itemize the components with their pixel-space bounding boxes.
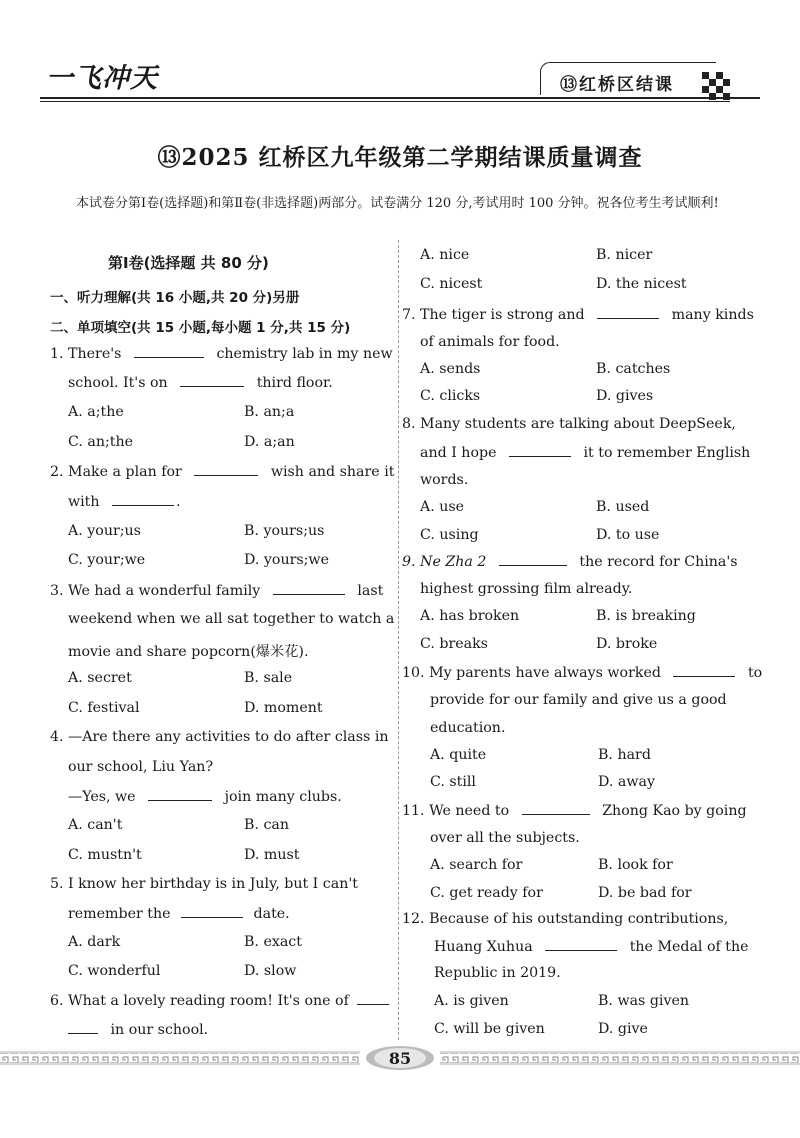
question-12: 12. Because of his outstanding contributions, — [402, 911, 729, 927]
q2-text-c: with — [68, 494, 100, 510]
question-2 — [50, 463, 394, 480]
q7-blank[interactable] — [597, 306, 659, 319]
q11-text-b: Zhong Kao by going — [602, 803, 747, 819]
q7-text-a: 7. The tiger is strong and — [402, 307, 585, 323]
option[interactable]: B. used — [596, 499, 650, 515]
option[interactable]: A. quite — [430, 747, 487, 763]
option[interactable]: D. must — [244, 847, 300, 863]
q10-text-a: 10. My parents have always worked — [402, 665, 661, 681]
option[interactable]: B. exact — [244, 934, 302, 950]
q5-blank[interactable] — [181, 905, 243, 918]
q3-text-b: last — [357, 583, 384, 599]
header-rule-thin — [40, 101, 730, 102]
question-1-cont — [68, 374, 333, 391]
option[interactable]: D. slow — [244, 963, 297, 979]
option[interactable]: C. mustn't — [68, 847, 142, 863]
q8-blank[interactable] — [509, 444, 571, 457]
option[interactable]: A. search for — [430, 857, 523, 873]
q6-text-b: in our school. — [110, 1022, 209, 1038]
section-single-choice: 二、单项填空(共 15 小题,每小题 1 分,共 15 分) — [50, 320, 351, 336]
q1-blank-2[interactable] — [180, 374, 244, 387]
q4-text-d: join many clubs. — [224, 789, 342, 805]
q5-text-b: remember the — [68, 906, 171, 922]
q2-text-b: wish and share it — [270, 464, 395, 480]
q12-blank[interactable] — [545, 938, 617, 951]
option[interactable]: D. be bad for — [598, 885, 692, 901]
question-11-cont: over all the subjects. — [430, 830, 580, 846]
q1-text-b: chemistry lab in my new — [216, 346, 393, 362]
q3-text-a: 3. We had a wonderful family — [50, 583, 261, 599]
part-title: 第Ⅰ卷(选择题 共 80 分) — [108, 254, 269, 272]
q12-text-c: the Medal of the — [629, 939, 749, 955]
q6-text-a: 6. What a lovely reading room! It's one of — [50, 993, 349, 1009]
option[interactable]: A. can't — [68, 817, 123, 833]
q8-text-b: and I hope — [420, 445, 497, 461]
option[interactable]: A. your;us — [68, 523, 141, 539]
q6-blank-2[interactable] — [68, 1021, 98, 1034]
question-8: 8. Many students are talking about DeepSeek, — [402, 416, 736, 432]
intro-text: 本试卷分第Ⅰ卷(选择题)和第Ⅱ卷(非选择题)两部分。试卷满分 120 分,考试用时 100 分钟。祝各位考生考试顺利! — [76, 196, 719, 211]
question-2-cont — [68, 493, 181, 510]
option[interactable]: B. nicer — [596, 247, 653, 263]
option[interactable]: C. clicks — [420, 388, 481, 404]
q9-text-a: 9. Ne Zha 2 — [402, 554, 487, 570]
option[interactable]: C. will be given — [434, 1021, 545, 1037]
q5-text-c: date. — [253, 906, 290, 922]
option[interactable]: D. gives — [596, 388, 654, 404]
question-8-cont2: words. — [420, 472, 469, 488]
q1-text-a: 1. There's — [50, 346, 122, 362]
question-4-cont: our school, Liu Yan? — [68, 759, 214, 775]
option[interactable]: C. your;we — [68, 552, 146, 568]
option[interactable]: D. to use — [596, 527, 660, 543]
option[interactable]: C. still — [430, 774, 476, 790]
q8-text-c: it to remember English — [583, 445, 751, 461]
q9-blank[interactable] — [499, 553, 567, 566]
page-number: 85 — [388, 1049, 412, 1068]
question-10-cont2: education. — [430, 720, 506, 736]
question-6 — [50, 992, 393, 1009]
page-title: ⑬2025 红桥区九年级第二学期结课质量调查 — [157, 144, 643, 171]
option[interactable]: B. was given — [598, 993, 690, 1009]
question-3-cont2: movie and share popcorn(爆米花). — [68, 644, 309, 660]
question-4: 4. —Are there any activities to do after class in — [50, 729, 389, 745]
q3-blank[interactable] — [273, 582, 345, 595]
option[interactable]: D. broke — [596, 636, 658, 652]
option[interactable]: C. get ready for — [430, 885, 543, 901]
question-10-cont: provide for our family and give us a good — [430, 692, 727, 708]
option[interactable]: C. wonderful — [68, 963, 161, 979]
option[interactable]: A. a;the — [68, 404, 124, 420]
q1-text-c: school. It's on — [68, 375, 168, 391]
q10-blank[interactable] — [673, 664, 735, 677]
checker-decoration — [702, 72, 732, 100]
option[interactable]: B. look for — [598, 857, 673, 873]
option[interactable]: D. yours;we — [244, 552, 329, 568]
option[interactable]: B. an;a — [244, 404, 295, 420]
question-5-cont — [68, 905, 290, 922]
column-divider — [398, 240, 399, 1040]
question-9-cont: highest grossing film already. — [420, 581, 633, 597]
q7-text-b: many kinds — [671, 307, 754, 323]
option[interactable]: B. can — [244, 817, 289, 833]
question-4-answer — [68, 788, 342, 805]
header-rule — [40, 97, 760, 99]
question-11 — [402, 802, 747, 819]
q11-blank[interactable] — [522, 802, 590, 815]
option[interactable]: A. secret — [68, 670, 132, 686]
option[interactable]: D. the nicest — [596, 276, 687, 292]
q2-text-d: . — [176, 494, 181, 510]
option[interactable]: C. an;the — [68, 434, 133, 450]
q12-text-b: Huang Xuhua — [434, 939, 533, 955]
question-7-cont: of animals for food. — [420, 334, 560, 350]
option[interactable]: C. using — [420, 527, 479, 543]
series-label: ⑬红桥区结课 — [560, 75, 674, 95]
question-1 — [50, 345, 393, 362]
option[interactable]: A. is given — [434, 993, 509, 1009]
question-3-cont: weekend when we all sat together to watch a — [68, 611, 395, 627]
option[interactable]: A. nice — [420, 247, 470, 263]
q10-text-b: to — [747, 665, 763, 681]
question-7 — [402, 306, 754, 323]
q1-blank[interactable] — [134, 345, 204, 358]
option[interactable]: A. use — [420, 499, 465, 515]
q1-text-d: third floor. — [256, 375, 333, 391]
q2-blank-2[interactable] — [112, 493, 174, 506]
question-12-cont2: Republic in 2019. — [434, 965, 561, 981]
option[interactable]: B. hard — [598, 747, 651, 763]
q2-blank[interactable] — [194, 463, 258, 476]
option[interactable]: C. nicest — [420, 276, 483, 292]
q4-text-c: —Yes, we — [68, 789, 136, 805]
question-9 — [402, 553, 738, 570]
question-6-cont — [68, 1021, 208, 1038]
question-8-cont — [420, 444, 750, 461]
option[interactable]: D. away — [598, 774, 655, 790]
option[interactable]: D. a;an — [244, 434, 295, 450]
option[interactable]: D. moment — [244, 700, 323, 716]
option[interactable]: A. has broken — [420, 608, 520, 624]
option[interactable]: C. breaks — [420, 636, 488, 652]
question-3 — [50, 582, 383, 599]
section-listening: 一、听力理解(共 16 小题,共 20 分)另册 — [50, 290, 300, 306]
option[interactable]: A. dark — [68, 934, 121, 950]
q6-blank[interactable] — [357, 992, 389, 1005]
q4-blank[interactable] — [148, 788, 212, 801]
q11-text-a: 11. We need to — [402, 803, 510, 819]
option[interactable]: A. sends — [420, 361, 481, 377]
option[interactable]: B. catches — [596, 361, 671, 377]
brand-logo: 一飞冲天 — [46, 63, 158, 94]
question-5: 5. I know her birthday is in July, but I can't — [50, 876, 358, 892]
question-10 — [402, 664, 762, 681]
option[interactable]: B. yours;us — [244, 523, 325, 539]
question-12-cont — [434, 938, 749, 955]
q2-text-a: 2. Make a plan for — [50, 464, 182, 480]
option[interactable]: B. sale — [244, 670, 293, 686]
q9-text-b: the record for China's — [579, 554, 738, 570]
option[interactable]: C. festival — [68, 700, 140, 716]
option[interactable]: B. is breaking — [596, 608, 696, 624]
option[interactable]: D. give — [598, 1021, 648, 1037]
